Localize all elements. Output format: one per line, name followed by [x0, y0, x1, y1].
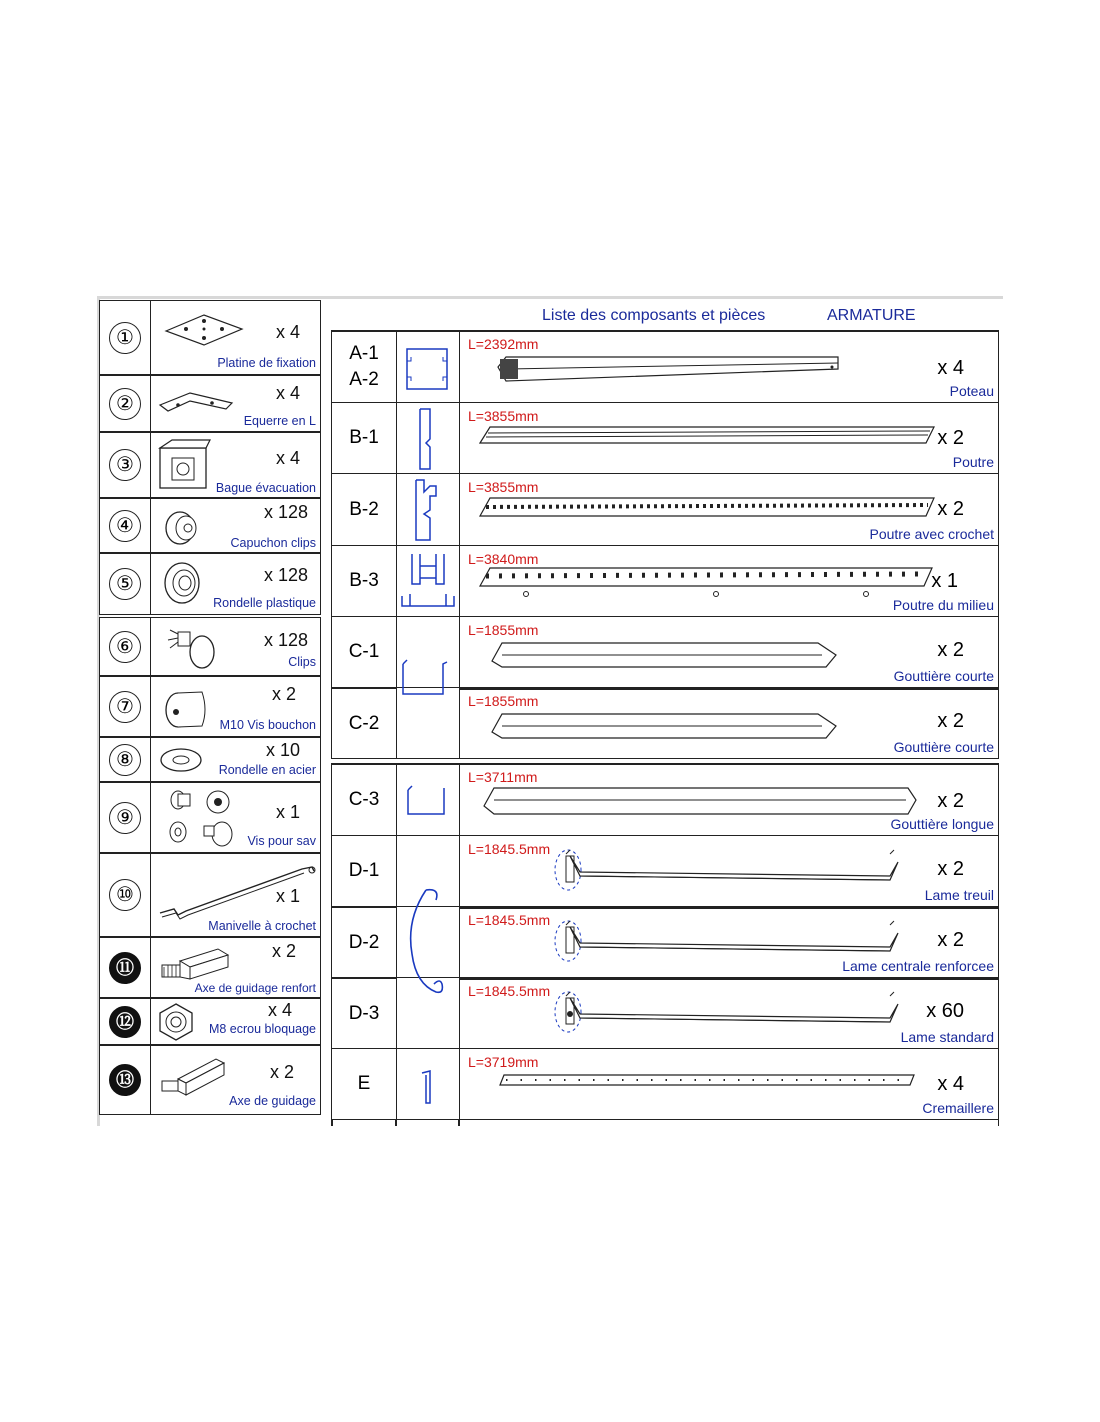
component-qty: x 4	[937, 357, 964, 379]
component-name: Gouttière courte	[893, 668, 994, 684]
small-part-row-11	[99, 936, 321, 999]
part-name: Clips	[288, 655, 316, 669]
gutter-profile-icon	[395, 650, 458, 715]
middle-beam-drawing	[476, 564, 936, 603]
part-number: ②	[109, 388, 141, 420]
part-number: ④	[109, 510, 141, 542]
component-code-secondary: A-2	[349, 368, 379, 390]
part-number: ⑩	[109, 879, 141, 911]
part-qty: x 4	[276, 448, 301, 468]
small-part-row-9	[99, 781, 321, 854]
part-name: Rondelle en acier	[218, 763, 316, 777]
component-code: B-3	[332, 546, 397, 616]
component-length: L=3840mm	[468, 551, 539, 567]
component-length: L=1855mm	[468, 693, 539, 709]
plastic-washer-icon	[156, 559, 206, 612]
part-name: Axe de guidage	[229, 1094, 316, 1108]
component-row-c3	[331, 764, 999, 836]
part-qty: x 2	[272, 941, 297, 961]
post-drawing	[492, 351, 842, 396]
component-code: A-1	[349, 342, 379, 364]
small-part-row-12	[99, 997, 321, 1046]
component-length: L=2392mm	[468, 336, 539, 352]
component-name: Poteau	[949, 383, 994, 399]
clip-cap-icon	[156, 506, 206, 553]
part-name: Platine de fixation	[217, 356, 316, 370]
component-name: Poutre avec crochet	[869, 526, 994, 542]
component-row-b1	[331, 403, 999, 474]
part-number: ①	[109, 322, 141, 354]
part-number: ⑨	[109, 802, 141, 834]
component-length: L=1845.5mm	[468, 841, 551, 857]
gutter-drawing	[486, 708, 846, 747]
part-qty: x 4	[276, 383, 301, 403]
part-qty: x 10	[266, 740, 301, 760]
part-qty: x 2	[272, 684, 297, 704]
part-name: Equerre en L	[243, 414, 316, 428]
part-number: ⑦	[109, 691, 141, 723]
component-name: Lame treuil	[924, 887, 994, 903]
part-name: M10 Vis bouchon	[219, 718, 316, 732]
steel-washer-icon	[156, 745, 206, 780]
part-qty: x 4	[276, 322, 301, 342]
sheet-title: Liste des composants et pièces	[542, 307, 766, 324]
part-number: ⑤	[109, 568, 141, 600]
square-post-profile-icon	[396, 331, 460, 402]
small-part-row-5	[99, 552, 321, 615]
part-qty: x 1	[276, 802, 301, 822]
small-part-row-7	[99, 675, 321, 738]
hooked-beam-drawing	[476, 494, 936, 529]
component-row-a	[331, 331, 999, 403]
part-qty: x 128	[264, 630, 309, 650]
component-name: Gouttière longue	[890, 816, 994, 832]
small-part-row-3	[99, 431, 321, 499]
guide-axle-icon	[156, 1053, 236, 1108]
component-name: Lame centrale renforcee	[842, 958, 994, 974]
part-qty: x 128	[264, 565, 309, 585]
component-name: Poutre	[952, 454, 994, 470]
table-bottom-edge	[331, 1120, 999, 1126]
component-code: E	[332, 1049, 397, 1119]
part-name: Bague évacuation	[215, 481, 316, 495]
l-bracket-icon	[156, 387, 236, 422]
component-code: D-2	[332, 907, 397, 977]
component-row-b2	[331, 474, 999, 546]
component-name: Poutre du milieu	[892, 597, 994, 613]
small-part-row-10	[99, 852, 321, 938]
rack-profile-icon	[396, 1049, 460, 1119]
drain-ring-icon	[156, 438, 212, 499]
small-part-row-6	[99, 617, 321, 677]
component-row-b3	[331, 546, 999, 617]
small-part-row-13	[99, 1044, 321, 1115]
part-qty: x 1	[276, 886, 301, 906]
louvre-profile-icon	[400, 884, 456, 1009]
part-number: ⑥	[109, 631, 141, 663]
part-name: Capuchon clips	[230, 536, 316, 550]
plug-screw-icon	[156, 682, 216, 737]
beam-drawing	[476, 423, 936, 458]
long-gutter-drawing	[480, 784, 920, 823]
rack-drawing	[496, 1073, 916, 1094]
base-plate-icon	[156, 309, 246, 354]
part-number: ⑫	[109, 1006, 141, 1038]
gutter-drawing	[486, 637, 846, 676]
component-length: L=3719mm	[468, 1054, 539, 1070]
component-code: D-3	[332, 978, 397, 1048]
component-length: L=3711mm	[468, 769, 538, 785]
component-qty: x 60	[926, 1000, 964, 1022]
part-number: ⑧	[109, 744, 141, 776]
component-code: C-1	[332, 617, 397, 687]
service-screws-icon	[156, 786, 246, 855]
part-name: Axe de guidage renfort	[194, 981, 316, 995]
component-code: C-2	[332, 688, 397, 758]
component-qty: x 2	[937, 498, 964, 520]
part-qty: x 4	[268, 1000, 293, 1020]
component-qty: x 4	[937, 1073, 964, 1095]
component-length: L=1845.5mm	[468, 912, 551, 928]
component-qty: x 2	[937, 790, 964, 812]
small-part-row-4	[99, 497, 321, 554]
clip-icon	[156, 624, 226, 679]
component-row-e	[331, 1049, 999, 1120]
beam-profile-icon	[396, 403, 460, 473]
component-length: L=3855mm	[468, 408, 539, 424]
component-length: L=3855mm	[468, 479, 539, 495]
component-name: Gouttière courte	[893, 739, 994, 755]
component-qty: x 2	[937, 929, 964, 951]
part-name: Vis pour sav	[247, 834, 316, 848]
component-qty: x 1	[931, 570, 958, 592]
component-code: B-1	[332, 403, 397, 473]
component-code: D-1	[332, 836, 397, 906]
component-code: C-3	[332, 764, 397, 835]
middle-beam-profile-icon	[396, 546, 460, 616]
component-name: Lame standard	[900, 1029, 994, 1045]
hooked-beam-profile-icon	[396, 474, 460, 545]
part-name: Rondelle plastique	[213, 596, 316, 610]
part-qty: x 128	[264, 502, 309, 522]
part-name: Manivelle à crochet	[208, 919, 316, 933]
component-qty: x 2	[937, 427, 964, 449]
long-gutter-profile-icon	[396, 764, 460, 835]
small-part-row-8	[99, 736, 321, 783]
louvre-drawing	[550, 846, 910, 901]
part-name: M8 ecrou bloquage	[208, 1022, 316, 1036]
part-number: ③	[109, 449, 141, 481]
component-qty: x 2	[937, 710, 964, 732]
part-qty: x 2	[270, 1062, 295, 1082]
component-qty: x 2	[937, 639, 964, 661]
part-number: ⑪	[109, 952, 141, 984]
component-qty: x 2	[937, 858, 964, 880]
section-title: ARMATURE	[827, 307, 916, 324]
component-code: B-2	[332, 474, 397, 545]
part-number: ⑬	[109, 1064, 141, 1096]
component-length: L=1855mm	[468, 622, 539, 638]
top-rule	[97, 296, 1003, 299]
lock-nut-icon	[156, 1002, 196, 1047]
component-name: Cremaillere	[922, 1100, 994, 1116]
louvre-drawing	[550, 988, 910, 1043]
small-part-row-1	[99, 300, 321, 376]
small-part-row-2	[99, 374, 321, 433]
component-length: L=1845.5mm	[468, 983, 551, 999]
